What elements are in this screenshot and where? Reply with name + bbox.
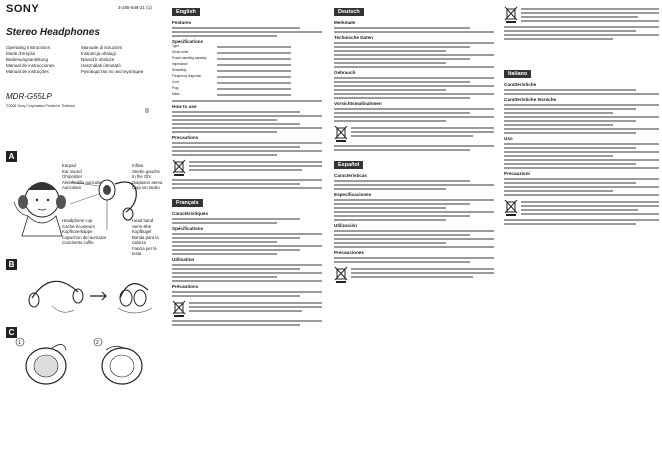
subheading-technische-daten: Technische Daten xyxy=(334,35,373,40)
spec-key: Cord xyxy=(172,80,179,84)
subheading-caracteristicas: Características xyxy=(334,173,367,178)
subheading-specifications: Specifications xyxy=(172,39,204,44)
disposal-notice-fr xyxy=(172,300,322,318)
spec-key: Mass xyxy=(172,92,180,96)
part-label: Serre-tête xyxy=(132,223,152,229)
part-label: In the Ohr xyxy=(132,174,152,179)
spec-key: Driver units xyxy=(172,50,189,54)
subheading-precautions-fr: Précautions xyxy=(172,284,199,289)
part-label: Cuscinetto cuffie xyxy=(62,240,94,245)
part-label: Fascia per la testa xyxy=(132,245,157,256)
crossed-bin-icon xyxy=(504,199,518,217)
subheading-how-to-use: How to use xyxy=(172,104,197,109)
specs-table xyxy=(172,44,322,98)
subheading-features: Features xyxy=(172,20,192,25)
language-item: Manual de instruções xyxy=(6,69,49,74)
spec-key: Type xyxy=(172,44,179,48)
column-english-french xyxy=(172,0,322,466)
part-label: Ohrpolster xyxy=(62,174,83,179)
page-marker: II xyxy=(145,108,149,115)
figure-label-a: A xyxy=(6,151,17,162)
language-item: Használati útmutató xyxy=(81,63,121,68)
language-item: Manual de instrucciones xyxy=(6,63,55,68)
subheading-uso: Uso xyxy=(504,136,513,141)
subheading-precauciones: Precauciones xyxy=(334,250,364,255)
section-heading-francais: Français xyxy=(172,199,203,207)
figure-label-b: B xyxy=(6,259,17,270)
language-item: Manuale di istruzioni xyxy=(81,45,123,50)
language-item: Instrukcja obsługi xyxy=(81,51,116,56)
subheading-gebrauch: Gebrauch xyxy=(334,70,356,75)
part-label: Cache-écouteurs xyxy=(62,223,95,229)
part-label: Kopfbügel xyxy=(132,229,152,234)
section-heading-deutsch: Deutsch xyxy=(334,8,364,16)
subheading-precautions: Precautions xyxy=(172,135,199,140)
subheading-caratteristiche: Caratteristiche xyxy=(504,82,537,87)
part-label: Headphone cup xyxy=(62,218,93,223)
part-label: Strebe gauche xyxy=(132,168,160,174)
crossed-bin-icon xyxy=(172,300,186,318)
parts-list-a-right xyxy=(132,163,162,191)
spec-key: Plug xyxy=(172,86,179,90)
svg-text:2: 2 xyxy=(96,340,99,346)
figure-b-folding-headphones xyxy=(22,268,162,318)
part-label: Almohadilla auricular xyxy=(62,179,102,185)
crossed-bin-icon xyxy=(334,125,348,143)
figure-c-earpad-replacement xyxy=(10,336,160,388)
part-label: Diapason aerea xyxy=(132,179,163,185)
part-label: Ear sound xyxy=(62,168,82,174)
subheading-especificaciones: Especificaciones xyxy=(334,192,372,197)
crossed-bin-icon xyxy=(172,159,186,177)
figure-label-c: C xyxy=(6,327,17,338)
section-heading-espanol: Español xyxy=(334,161,363,169)
spec-key: Impedance xyxy=(172,62,188,66)
part-label: Banda para la cabeza xyxy=(132,234,159,245)
section-heading-english: English xyxy=(172,8,200,16)
svg-text:1: 1 xyxy=(18,340,21,346)
crossed-bin-icon xyxy=(504,6,518,24)
subheading-utilisation: Utilisation xyxy=(172,257,195,262)
part-label: Kopfhörerkappe xyxy=(62,229,93,234)
parts-list-b-right xyxy=(132,218,165,257)
column-deutsch-espanol xyxy=(334,0,494,466)
column-italiano xyxy=(504,0,659,466)
part-label: Head band xyxy=(132,218,154,223)
cover-column xyxy=(0,0,165,466)
parts-list-a-left xyxy=(62,163,102,191)
subheading-caracteristiques: Caractéristiques xyxy=(172,211,209,216)
disposal-notice-es xyxy=(334,266,494,284)
part-label: Capuchón del auricular xyxy=(62,234,107,240)
language-item: Руководство по эксплуатации xyxy=(81,69,144,74)
disposal-notice-en xyxy=(172,159,322,177)
model-number: MDR-G55LP xyxy=(6,92,52,101)
part-label: Auricolare xyxy=(62,185,82,190)
disposal-notice-de xyxy=(334,125,494,143)
language-item: Operating Instructions xyxy=(6,45,51,50)
subheading-specifications-fr: Spécifications xyxy=(172,226,204,231)
copyright: ©2006 Sony Corporation Printed in Thailand xyxy=(6,104,75,108)
spec-key: Power handling capacity xyxy=(172,56,207,60)
section-heading-italiano: Italiano xyxy=(504,70,531,78)
disposal-notice-it xyxy=(504,199,659,217)
language-item: Bedienungsanleitung xyxy=(6,57,49,62)
subheading-vorsichtsmassnahmen: Vorsichtsmaßnahmen xyxy=(334,101,382,106)
parts-list-b-left xyxy=(62,218,106,246)
subheading-merkmale: Merkmale xyxy=(334,20,356,25)
brand-logo: SONY xyxy=(6,3,40,15)
part-label: Inflow xyxy=(132,163,144,168)
spec-key: Frequency response xyxy=(172,74,202,78)
part-code: 3-285-848-21 (1) xyxy=(118,5,152,10)
language-list xyxy=(6,45,156,75)
part-label: Earpad xyxy=(62,163,76,168)
language-item: Návod k obsluze xyxy=(81,57,115,62)
subheading-caratteristiche-tecniche: Caratteristiche tecniche xyxy=(504,97,557,102)
subheading-utilizacion: Utilización xyxy=(334,223,357,228)
subheading-precauzioni: Precauzioni xyxy=(504,171,530,176)
crossed-bin-icon xyxy=(334,266,348,284)
part-label: Diap ion tando xyxy=(132,185,160,190)
spec-key: Sensitivity xyxy=(172,68,187,72)
language-item: Mode d'emploi xyxy=(6,51,36,56)
disposal-notice-top xyxy=(504,6,659,24)
product-title: Stereo Headphones xyxy=(6,27,100,38)
